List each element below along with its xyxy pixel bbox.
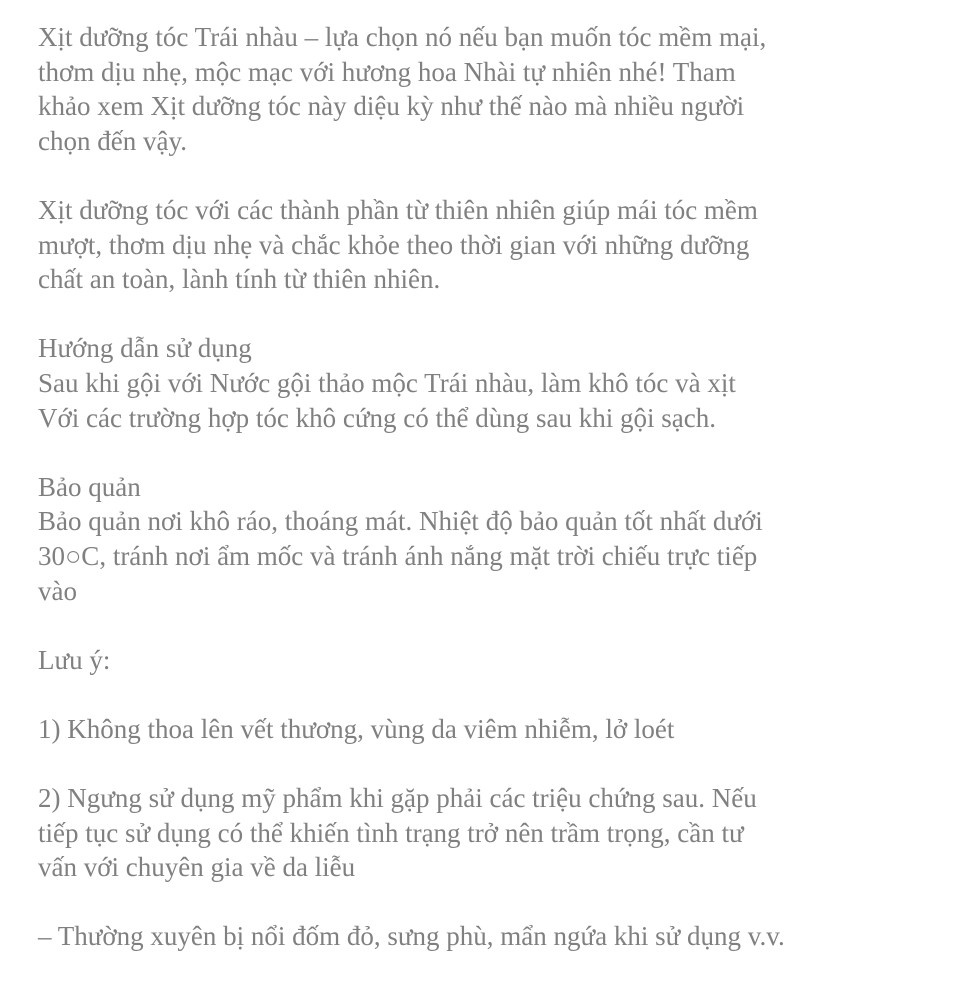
usage-section	[38, 331, 918, 435]
text-line: 1) Không thoa lên vết thương, vùng da viêm nhiễm, lở loét	[38, 713, 675, 744]
text-line: vào	[38, 575, 77, 606]
text-line: tiếp tục sử dụng có thể khiến tình trạng trở nên trầm trọng, cần tư	[38, 817, 744, 848]
notes-heading-paragraph	[38, 643, 918, 678]
text-line: chất an toàn, lành tính từ thiên nhiên.	[38, 264, 441, 295]
text-line: mượt, thơm dịu nhẹ và chắc khỏe theo thời gian với những dưỡng	[38, 229, 750, 260]
note-bullet-1	[38, 919, 918, 954]
usage-heading: Hướng dẫn sử dụng	[38, 333, 252, 364]
text-line: thơm dịu nhẹ, mộc mạc với hương hoa Nhài tự nhiên nhé! Tham	[38, 56, 736, 87]
benefits-paragraph	[38, 193, 918, 297]
text-line: Xịt dưỡng tóc với các thành phần từ thiên nhiên giúp mái tóc mềm	[38, 194, 758, 225]
note-item-1	[38, 712, 918, 747]
text-line: Bảo quản nơi khô ráo, thoáng mát. Nhiệt độ bảo quản tốt nhất dưới	[38, 506, 763, 537]
text-line: chọn đến vậy.	[38, 125, 187, 156]
notes-heading: Lưu ý:	[38, 644, 111, 675]
storage-section	[38, 470, 918, 608]
text-line: Sau khi gội với Nước gội thảo mộc Trái nhàu, làm khô tóc và xịt	[38, 367, 736, 398]
text-line: – Thường xuyên bị nổi đốm đỏ, sưng phù, mẩn ngứa khi sử dụng v.v.	[38, 921, 785, 952]
text-line: 2) Ngưng sử dụng mỹ phẩm khi gặp phải các triệu chứng sau. Nếu	[38, 783, 757, 814]
text-line: vấn với chuyên gia về da liễu	[38, 852, 356, 883]
intro-paragraph	[38, 20, 918, 158]
text-line: Xịt dưỡng tóc Trái nhàu – lựa chọn nó nếu bạn muốn tóc mềm mại,	[38, 22, 767, 52]
note-item-2	[38, 781, 918, 885]
storage-heading: Bảo quản	[38, 471, 141, 502]
text-line: 30○C, tránh nơi ẩm mốc và tránh ánh nắng mặt trời chiếu trực tiếp	[38, 540, 758, 571]
text-line: khảo xem Xịt dưỡng tóc này diệu kỳ như thế nào mà nhiều người	[38, 91, 745, 122]
text-line: Với các trường hợp tóc khô cứng có thể dùng sau khi gội sạch.	[38, 402, 716, 433]
document-body	[38, 20, 918, 989]
